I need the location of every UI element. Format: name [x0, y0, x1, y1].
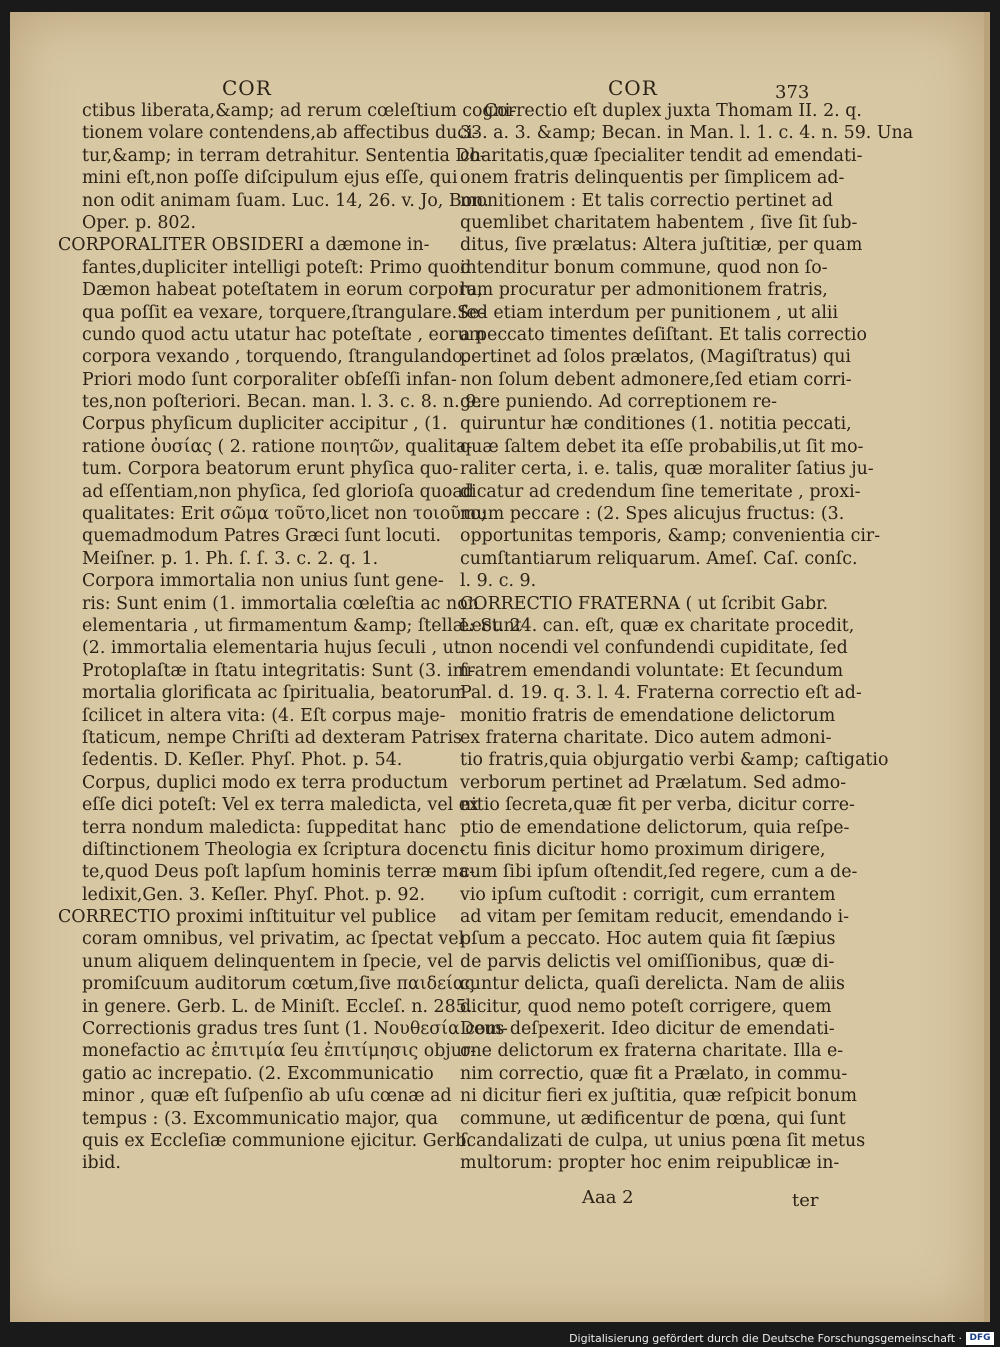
text-line: tionem volare contendens,ab affectibus duci-	[82, 123, 479, 144]
text-line: opportunitas temporis, &amp; convenientia cir-	[460, 526, 881, 547]
text-line: eſſe dici poteſt: Vel ex terra maledicta, vel ex	[82, 795, 479, 816]
text-line: raliter certa, i. e. talis, quæ moraliter ſatius ju-	[460, 459, 874, 480]
text-line: mortalia glorificata ac ſpiritualia, beatorum	[82, 683, 467, 704]
running-head-left: COR	[222, 76, 272, 100]
text-line: pertinet ad ſolos prælatos, (Magiſtratus) qui	[460, 347, 851, 368]
text-line: corpora vexando , torquendo, ſtrangulando.	[82, 347, 468, 368]
text-line: fratrem emendandi voluntate: Et ſecundum	[460, 660, 844, 681]
text-line: ſtaticum, nempe Chriſti ad dexteram Patris	[82, 727, 462, 748]
text-line: non nocendi vel confundendi cupiditate, ſed	[460, 638, 848, 659]
text-line: onem fratris delinquentis per ſimplicem ad-	[460, 168, 845, 189]
text-line: ſed etiam interdum per punitionem , ut alii	[460, 302, 839, 323]
text-line: Oper. p. 802.	[82, 212, 197, 233]
digitization-footer	[0, 1330, 1000, 1347]
text-line: ditus, ſive prælatus: Altera juſtitiæ, per quam	[460, 235, 863, 256]
text-line: monitionem : Et talis correctio pertinet ad	[460, 190, 833, 211]
text-line: Corpus, duplici modo ex terra productum	[82, 772, 449, 793]
text-line: non ſolum debent admonere,ſed etiam corri-	[460, 369, 852, 390]
text-line: ex fraterna charitate. Dico autem admoni-	[460, 727, 832, 748]
text-line: monefactio ac ἐπιτιμία ſeu ἐπιτίμησις objur-	[82, 1041, 477, 1062]
text-line: dicatur ad credendum ſine temeritate , proxi-	[460, 481, 861, 502]
text-line: l. 9. c. 9.	[460, 571, 537, 592]
text-line: tum. Corpora beatorum erunt phyſica quo-	[82, 459, 459, 480]
text-line: ad vitam per ſemitam reducit, emendando i-	[460, 907, 850, 928]
text-line: mum peccare : (2. Spes alicujus fructus: (3.	[460, 504, 845, 525]
text-line: tur,&amp; in terram detrahitur. Sententia Do-	[82, 145, 486, 166]
text-line: ſcandalizati de culpa, ut unius pœna ſit metus	[460, 1130, 866, 1151]
dfg-logo-icon: DFG	[966, 1332, 994, 1345]
text-line: minor , quæ eſt ſuſpenſio ab uſu cœnæ ad	[82, 1086, 452, 1107]
text-line: a peccato timentes deſiſtant. Et talis correctio	[460, 324, 867, 345]
text-line: Corpora immortalia non unius ſunt gene-	[82, 571, 444, 592]
text-line: ris: Sunt enim (1. immortalia cœleſtia ac non	[82, 593, 479, 614]
text-line: vio ipſum cuſtodit : corrigit, cum errantem	[460, 884, 836, 905]
text-line: qua poſſit ea vexare, torquere,ſtrangulare.Se-	[82, 302, 486, 323]
text-line: tio fratris,quia objurgatio verbi &amp; caſtigatio	[460, 750, 889, 771]
text-line: verborum pertinet ad Prælatum. Sed admo-	[460, 772, 847, 793]
right-column	[460, 100, 914, 1175]
page-number: 373	[775, 82, 810, 103]
text-line: quemlibet charitatem habentem , ſive ſit ſub-	[460, 212, 858, 233]
text-line: de parvis delictis vel omiſſionibus, quæ di-	[460, 951, 835, 972]
text-line: ad eſſentiam,non phyſica, ſed glorioſa quoad	[82, 481, 474, 502]
text-line: fantes,dupliciter intelligi poteſt: Primo quod	[82, 257, 472, 278]
text-line: ſcilicet in altera vita: (4. Eſt corpus maje-	[82, 705, 446, 726]
text-line: intenditur bonum commune, quod non ſo-	[460, 257, 828, 278]
text-line: Dæmon habeat poteſtatem in eorum corpora,	[82, 280, 483, 301]
signature-mark: Aaa 2	[582, 1187, 634, 1208]
text-line: coram omnibus, vel privatim, ac ſpectat vel	[82, 929, 465, 950]
text-line: te,quod Deus poſt lapſum hominis terræ ma-	[82, 862, 475, 883]
text-line: quemadmodum Patres Græci ſunt locuti.	[82, 526, 442, 547]
text-line: Correctionis gradus tres ſunt (1. Νουθεσία com-	[82, 1019, 508, 1040]
text-line: one delictorum ex fraterna charitate. Illa e-	[460, 1041, 844, 1062]
text-line: terra nondum maledicta: ſuppeditat hanc	[82, 817, 447, 838]
text-line: Deus deſpexerit. Ideo dicitur de emendati-	[460, 1019, 835, 1040]
text-line: unum aliquem delinquentem in ſpecie, vel	[82, 951, 454, 972]
text-line: dicitur, quod nemo poteſt corrigere, quem	[460, 996, 832, 1017]
text-line: monitio fratris de emendatione delictorum	[460, 705, 836, 726]
text-line: ibid.	[82, 1153, 121, 1174]
text-line: in genere. Gerb. L. de Miniſt. Eccleſ. n. 285.	[82, 996, 473, 1017]
text-line: Pal. d. 19. q. 3. l. 4. Fraterna correctio eſt ad-	[460, 683, 862, 704]
text-line: tempus : (3. Excommunicatio major, qua	[82, 1108, 439, 1129]
text-line: lum procuratur per admonitionem fratris,	[460, 280, 828, 301]
text-line: multorum: propter hoc enim reipublicæ in-	[460, 1153, 840, 1174]
text-line: commune, ut ædificentur de pœna, qui ſunt	[460, 1108, 846, 1129]
text-line: qualitates: Erit σῶμα τοῦτο,licet non τοιοῦτο;	[82, 504, 487, 525]
text-line: Priori modo ſunt corporaliter obſeſſi infan-	[82, 369, 457, 390]
text-line: cum ſibi ipſum oſtendit,ſed regere, cum a de-	[460, 862, 858, 883]
text-line: cumſtantiarum reliquarum. Ameſ. Caſ. conſc.	[460, 548, 858, 569]
text-line: cuntur delicta, quaſi derelicta. Nam de aliis	[460, 974, 845, 995]
text-line: 33. a. 3. &amp; Becan. in Man. l. 1. c. 4. n. 59. Una	[460, 123, 914, 144]
text-line: Correctio eſt duplex juxta Thomam II. 2. q.	[484, 101, 862, 121]
text-line: charitatis,quæ ſpecialiter tendit ad emendati-	[460, 145, 863, 166]
catchword: ter	[792, 1190, 819, 1211]
text-line: ratione ὀυσίας ( 2. ratione ποιητῶν, qualita-	[82, 436, 473, 457]
text-line: CORPORALITER OBSIDERI a dæmone in-	[58, 235, 430, 256]
text-line: nitio ſecreta,quæ fit per verba, dicitur corre-	[460, 795, 855, 816]
text-line: promiſcuum auditorum cœtum,ſive παιδείας	[82, 974, 475, 995]
text-line: quis ex Eccleſiæ communione ejicitur. Gerb.	[82, 1130, 472, 1151]
text-line: gere puniendo. Ad correptionem re-	[460, 392, 777, 413]
text-line: ni dicitur fieri ex juſtitia, quæ reſpicit bonum	[460, 1086, 858, 1107]
text-line: (2. immortalia elementaria hujus ſeculi , ut	[82, 638, 461, 659]
text-line: gatio ac increpatio. (2. Excommunicatio	[82, 1063, 434, 1084]
text-line: diſtinctionem Theologia ex ſcriptura docen-	[82, 839, 466, 860]
text-line: ſedentis. D. Keſler. Phyſ. Phot. p. 54.	[82, 750, 403, 771]
text-line: pſum a peccato. Hoc autem quia fit ſæpius	[460, 929, 836, 950]
text-line: ledixit,Gen. 3. Keſler. Phyſ. Phot. p. 92.	[82, 884, 426, 905]
text-line: ctu finis dicitur homo proximum dirigere,	[460, 839, 826, 860]
text-line: Corpus phyſicum dupliciter accipitur , (1.	[82, 414, 448, 435]
text-line: ctibus liberata,&amp; ad rerum cœleſtium cogni-	[82, 101, 517, 121]
footer-credit: Digitalisierung gefördert durch die Deutsche Forschungsgemeinschaft ·	[569, 1332, 962, 1345]
text-line: Protoplaſtæ in ſtatu integritatis: Sunt (3. im-	[82, 660, 476, 681]
text-line: quæ ſaltem debet ita eſſe probabilis,ut ſit mo-	[460, 436, 864, 457]
text-line: cundo quod actu utatur hac poteſtate , eorum	[82, 324, 486, 345]
text-line: tes,non poſteriori. Becan. man. l. 3. c. 8. n. 9.	[82, 392, 482, 413]
text-line: ptio de emendatione delictorum, quia reſpe-	[460, 817, 850, 838]
text-line: Lect. 24. can. eſt, quæ ex charitate procedit,	[460, 615, 855, 636]
text-line: quiruntur hæ conditiones (1. notitia peccati,	[460, 414, 852, 435]
book-page	[10, 12, 990, 1322]
text-line: elementaria , ut firmamentum &amp; ſtellæ: Sunt	[82, 615, 522, 636]
text-line: Meiſner. p. 1. Ph. ſ. ſ. 3. c. 2. q. 1.	[82, 548, 379, 569]
text-line: CORRECTIO proximi inſtituitur vel publice	[58, 907, 437, 928]
text-line: non odit animam ſuam. Luc. 14, 26. v. Jo, Bon.	[82, 190, 489, 211]
text-line: nim correctio, quæ fit a Prælato, in commu-	[460, 1063, 848, 1084]
running-head-right: COR	[608, 76, 658, 100]
text-line: CORRECTIO FRATERNA ( ut ſcribit Gabr.	[460, 593, 829, 614]
text-line: mini eſt,non poſſe diſcipulum ejus eſſe, qui	[82, 168, 458, 189]
